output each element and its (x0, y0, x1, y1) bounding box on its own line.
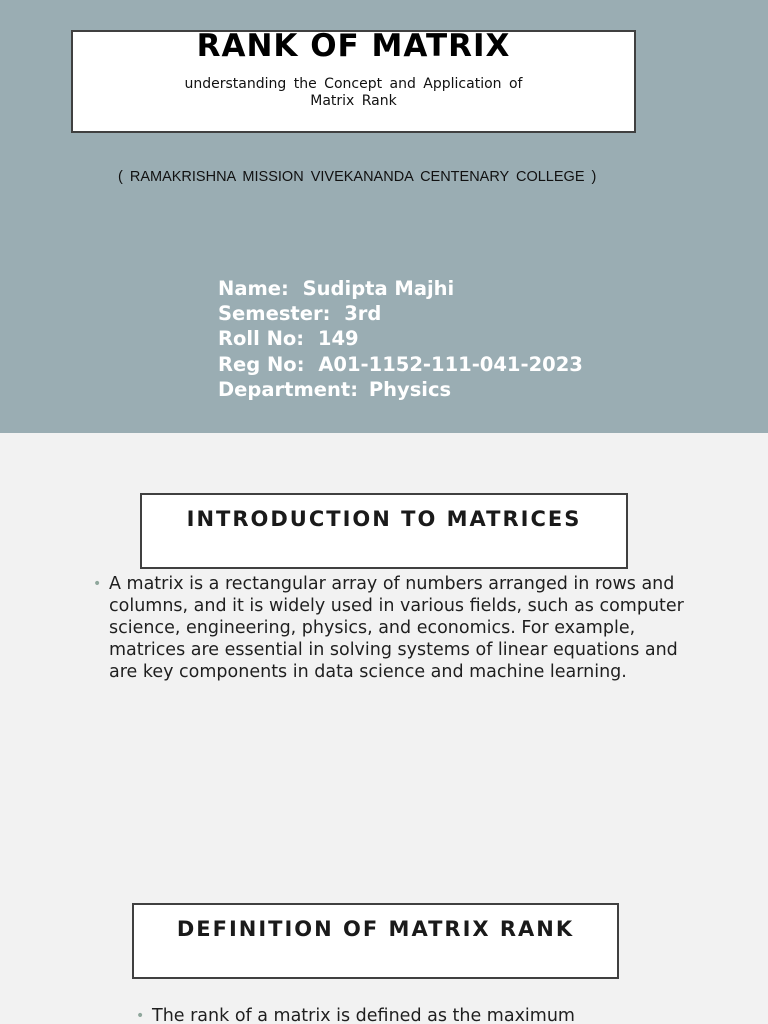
intro-bullet-text: A matrix is a rectangular array of numbers arranged in rows and columns, and it is widely used in various fields, such as computer science, engineering, physics, and economics. For example, matrices are essential in solving systems of linear equations and are key components in data science and machine learning. (109, 574, 684, 682)
roll-value: 149 (317, 327, 359, 351)
subtitle: understanding the Concept and Application of Matrix Rank (184, 76, 523, 109)
bullet-dot-icon: • (93, 576, 102, 592)
student-info (218, 276, 583, 402)
intro-heading-box (140, 493, 628, 569)
roll-label: Roll No: (218, 327, 305, 351)
name-label: Name: (218, 277, 289, 300)
reg-row (218, 352, 583, 377)
definition-bullet-text: The rank of a matrix is defined as the maximum (152, 1006, 575, 1024)
semester-row (218, 301, 583, 326)
reg-label: Reg No: (218, 352, 305, 376)
semester-label: Semester: (218, 302, 331, 326)
department-row (218, 377, 583, 402)
definition-heading-box (132, 903, 619, 979)
reg-value: A01-1152-111-041-2023 (318, 352, 583, 376)
definition-heading: DEFINITION OF MATRIX RANK (176, 917, 575, 941)
name-value: Sudipta Majhi (302, 277, 455, 300)
title-box (71, 30, 636, 133)
intro-bullet (93, 573, 684, 683)
definition-bullet (136, 1005, 712, 1024)
name-row (218, 276, 583, 301)
semester-value: 3rd (344, 302, 382, 326)
bullet-dot-icon: • (136, 1008, 145, 1024)
department-value: Physics (368, 377, 452, 401)
college-name: ( RAMAKRISHNA MISSION VIVEKANANDA CENTENARY COLLEGE ) (118, 169, 597, 185)
roll-row (218, 326, 583, 351)
title-slide (0, 0, 768, 433)
department-label: Department: (218, 377, 359, 401)
intro-heading: INTRODUCTION TO MATRICES (186, 507, 582, 531)
main-title: RANK OF MATRIX (196, 28, 511, 64)
